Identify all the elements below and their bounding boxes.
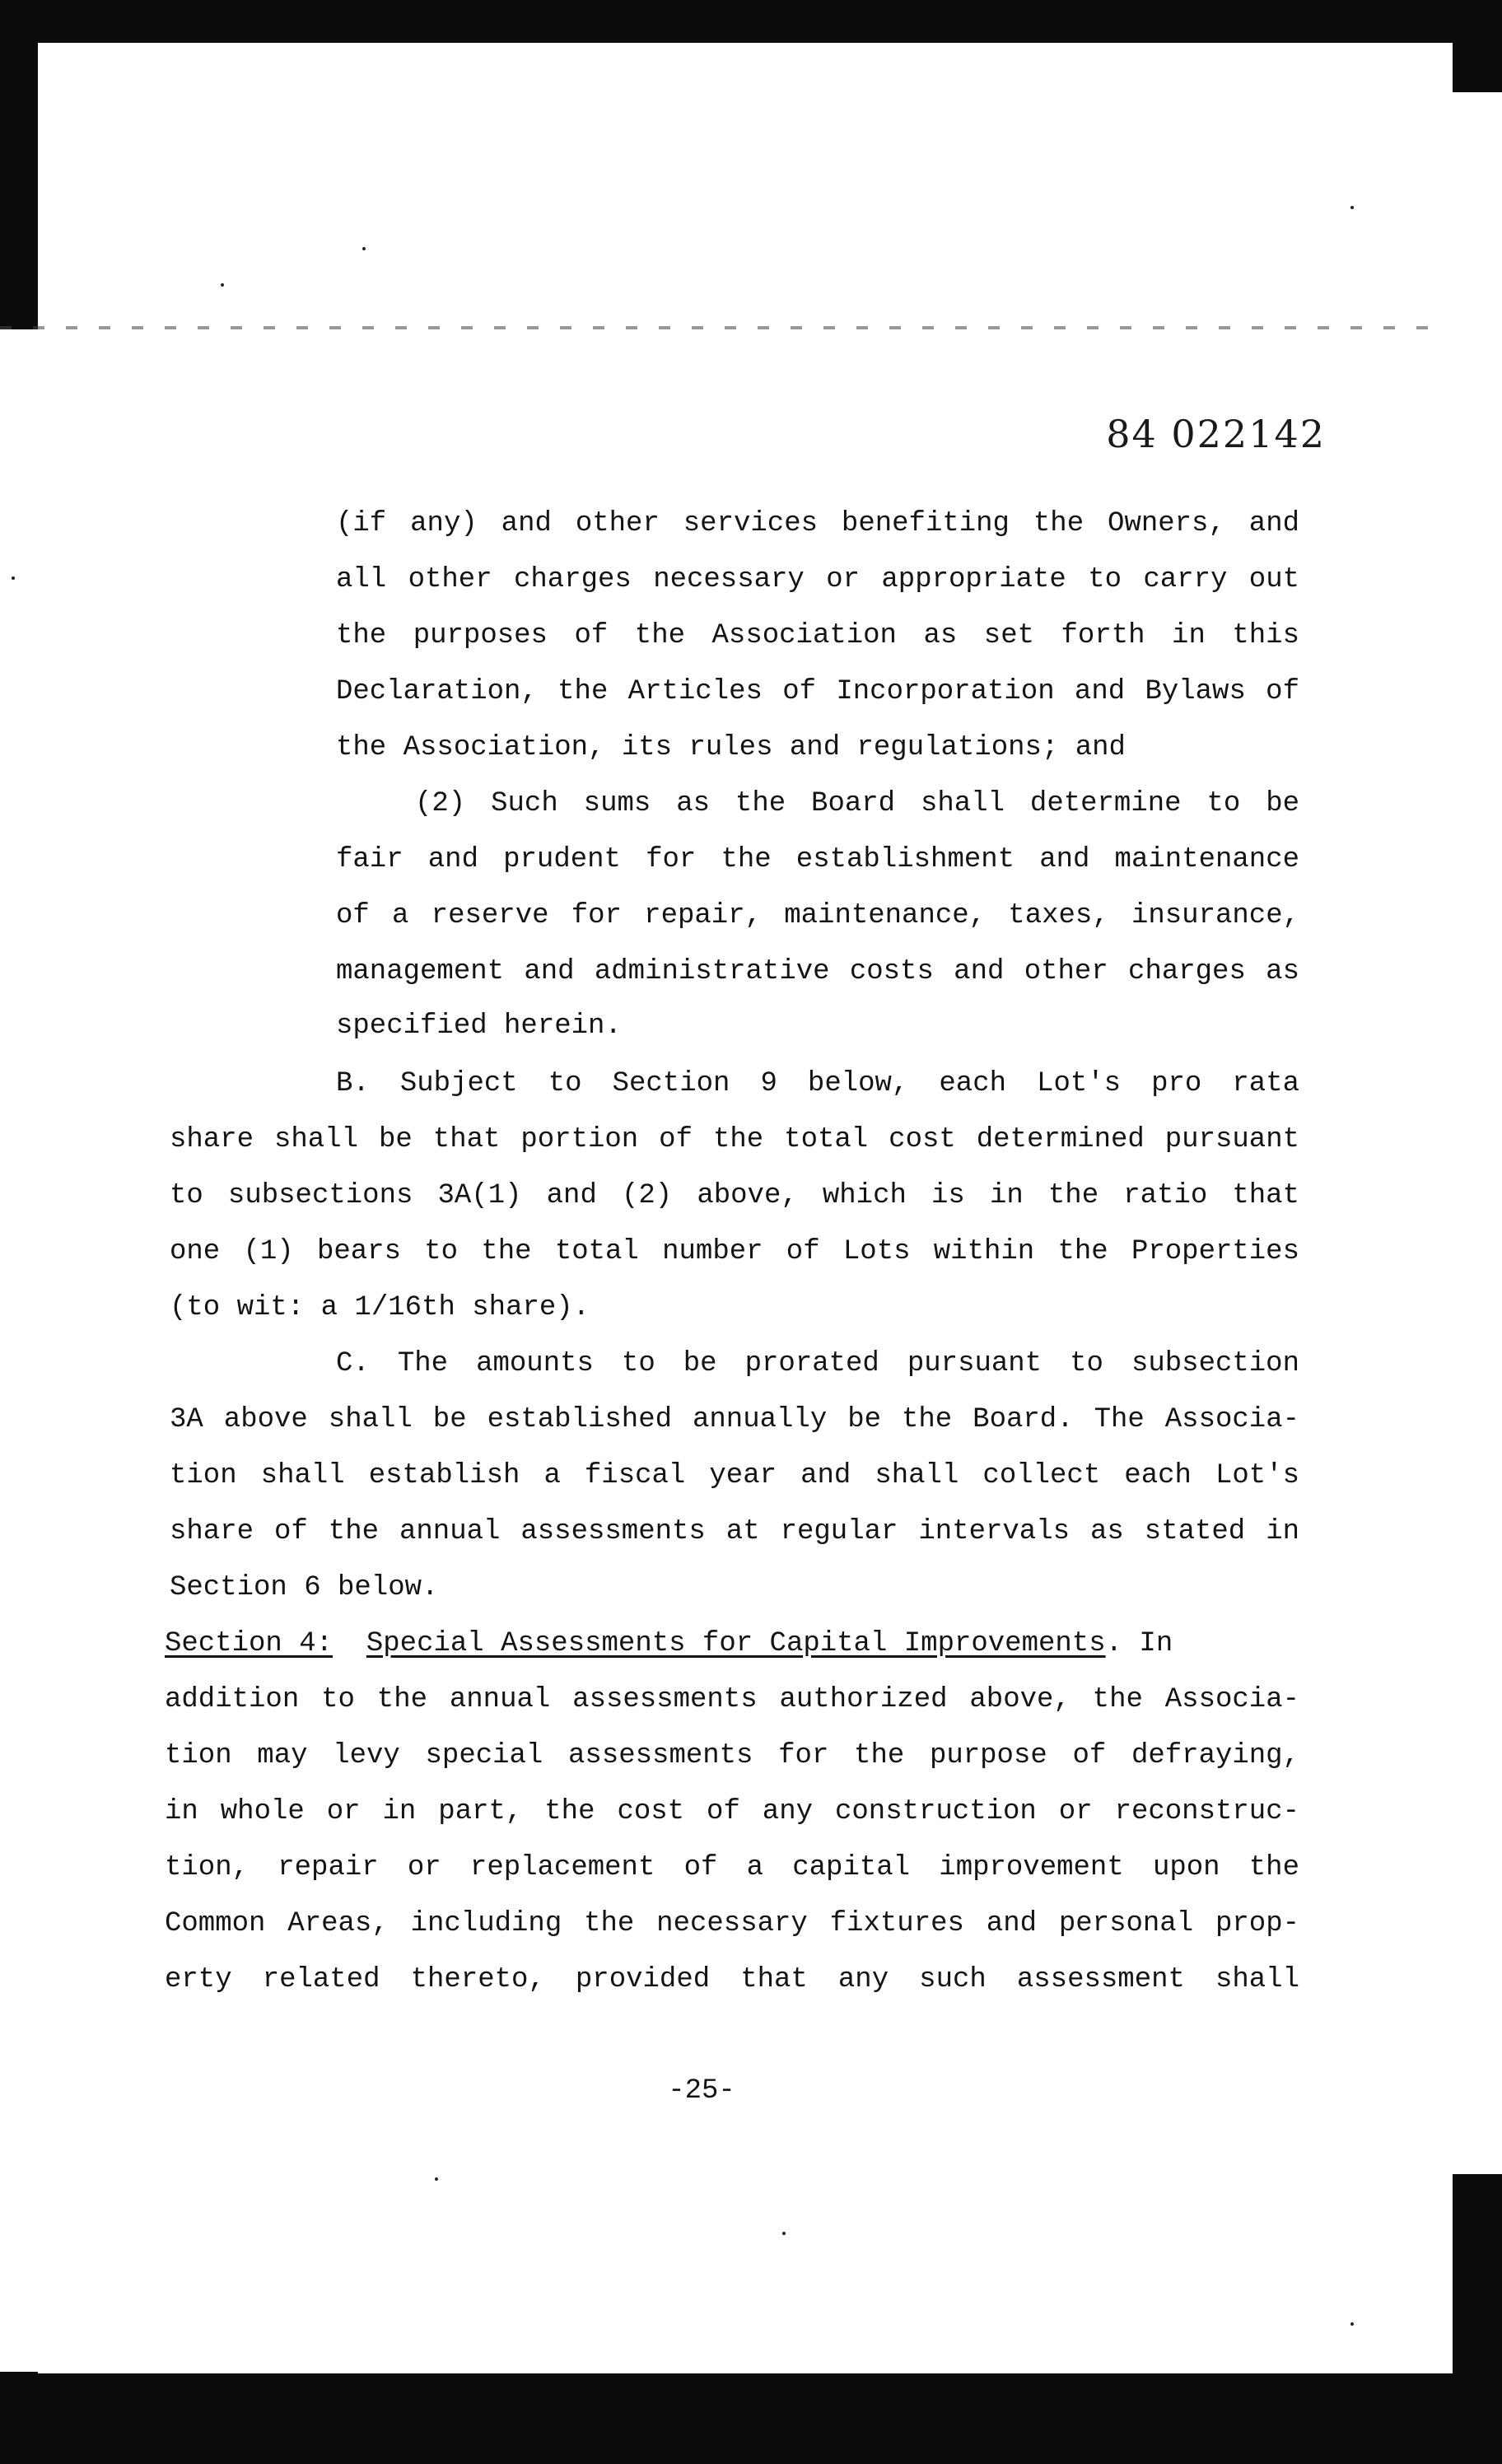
- section-label: Section 4:: [165, 1628, 334, 1659]
- text-line: the Association, its rules and regulations; and: [336, 732, 1126, 763]
- section-heading: [165, 1627, 1173, 1660]
- text-line: tion, repair or replacement of a capital improvement upon the: [165, 1852, 1299, 1883]
- scan-speck: [435, 2177, 438, 2181]
- scan-speck: [782, 2232, 786, 2235]
- scan-border-left: [0, 0, 38, 329]
- document-number: 84 022142: [1106, 412, 1326, 456]
- text-line: tion may levy special assessments for the purpose of defraying,: [165, 1740, 1299, 1771]
- text-line: (if any) and other services benefiting the Owners, and: [336, 508, 1299, 539]
- text-line: all other charges necessary or appropriate to carry out: [336, 564, 1299, 595]
- section-title: Special Assessments for Capital Improvements: [366, 1628, 1106, 1659]
- text-line: to subsections 3A(1) and (2) above, which is in the ratio that: [170, 1180, 1299, 1211]
- scan-speck: [362, 247, 366, 250]
- scan-border-bottom: [0, 2372, 1502, 2464]
- text-line: specified herein.: [336, 1010, 622, 1042]
- text-line: of a reserve for repair, maintenance, taxes, insurance,: [336, 900, 1299, 931]
- text-line: tion shall establish a fiscal year and shall collect each Lot's: [170, 1460, 1299, 1491]
- text-line: fair and prudent for the establishment and maintenance: [336, 844, 1299, 875]
- text-line: Declaration, the Articles of Incorporation and Bylaws of: [336, 676, 1299, 707]
- text-line: management and administrative costs and other charges as: [336, 956, 1299, 987]
- text-line: share shall be that portion of the total cost determined pursuant: [170, 1124, 1299, 1155]
- text-line: in whole or in part, the cost of any construction or reconstruc-: [165, 1796, 1299, 1827]
- text-line: C. The amounts to be prorated pursuant to subsection: [336, 1348, 1299, 1379]
- scan-speck: [221, 283, 224, 287]
- page-number: -25-: [668, 2075, 735, 2107]
- scan-border-right: [1453, 2174, 1502, 2464]
- text-line: Common Areas, including the necessary fixtures and personal prop-: [165, 1908, 1299, 1939]
- text-line: the purposes of the Association as set forth in this: [336, 620, 1299, 651]
- text-line: erty related thereto, provided that any such assessment shall: [165, 1964, 1299, 1995]
- section-tail: . In: [1105, 1628, 1173, 1659]
- scan-speck: [1350, 206, 1354, 209]
- text-line: addition to the annual assessments authorized above, the Associa-: [165, 1684, 1299, 1715]
- scan-artifact-line: [0, 326, 1433, 329]
- text-line: B. Subject to Section 9 below, each Lot's pro rata: [336, 1068, 1299, 1099]
- text-line: (to wit: a 1/16th share).: [170, 1292, 590, 1323]
- text-line: 3A above shall be established annually be the Board. The Associa-: [170, 1404, 1299, 1435]
- scan-speck: [1350, 2322, 1354, 2326]
- text-line: Section 6 below.: [170, 1572, 439, 1603]
- text-line: (2) Such sums as the Board shall determine to be: [415, 788, 1299, 819]
- text-line: one (1) bears to the total number of Lots within the Properties: [170, 1236, 1299, 1267]
- scan-speck: [12, 576, 15, 580]
- text-line: share of the annual assessments at regular intervals as stated in: [170, 1516, 1299, 1547]
